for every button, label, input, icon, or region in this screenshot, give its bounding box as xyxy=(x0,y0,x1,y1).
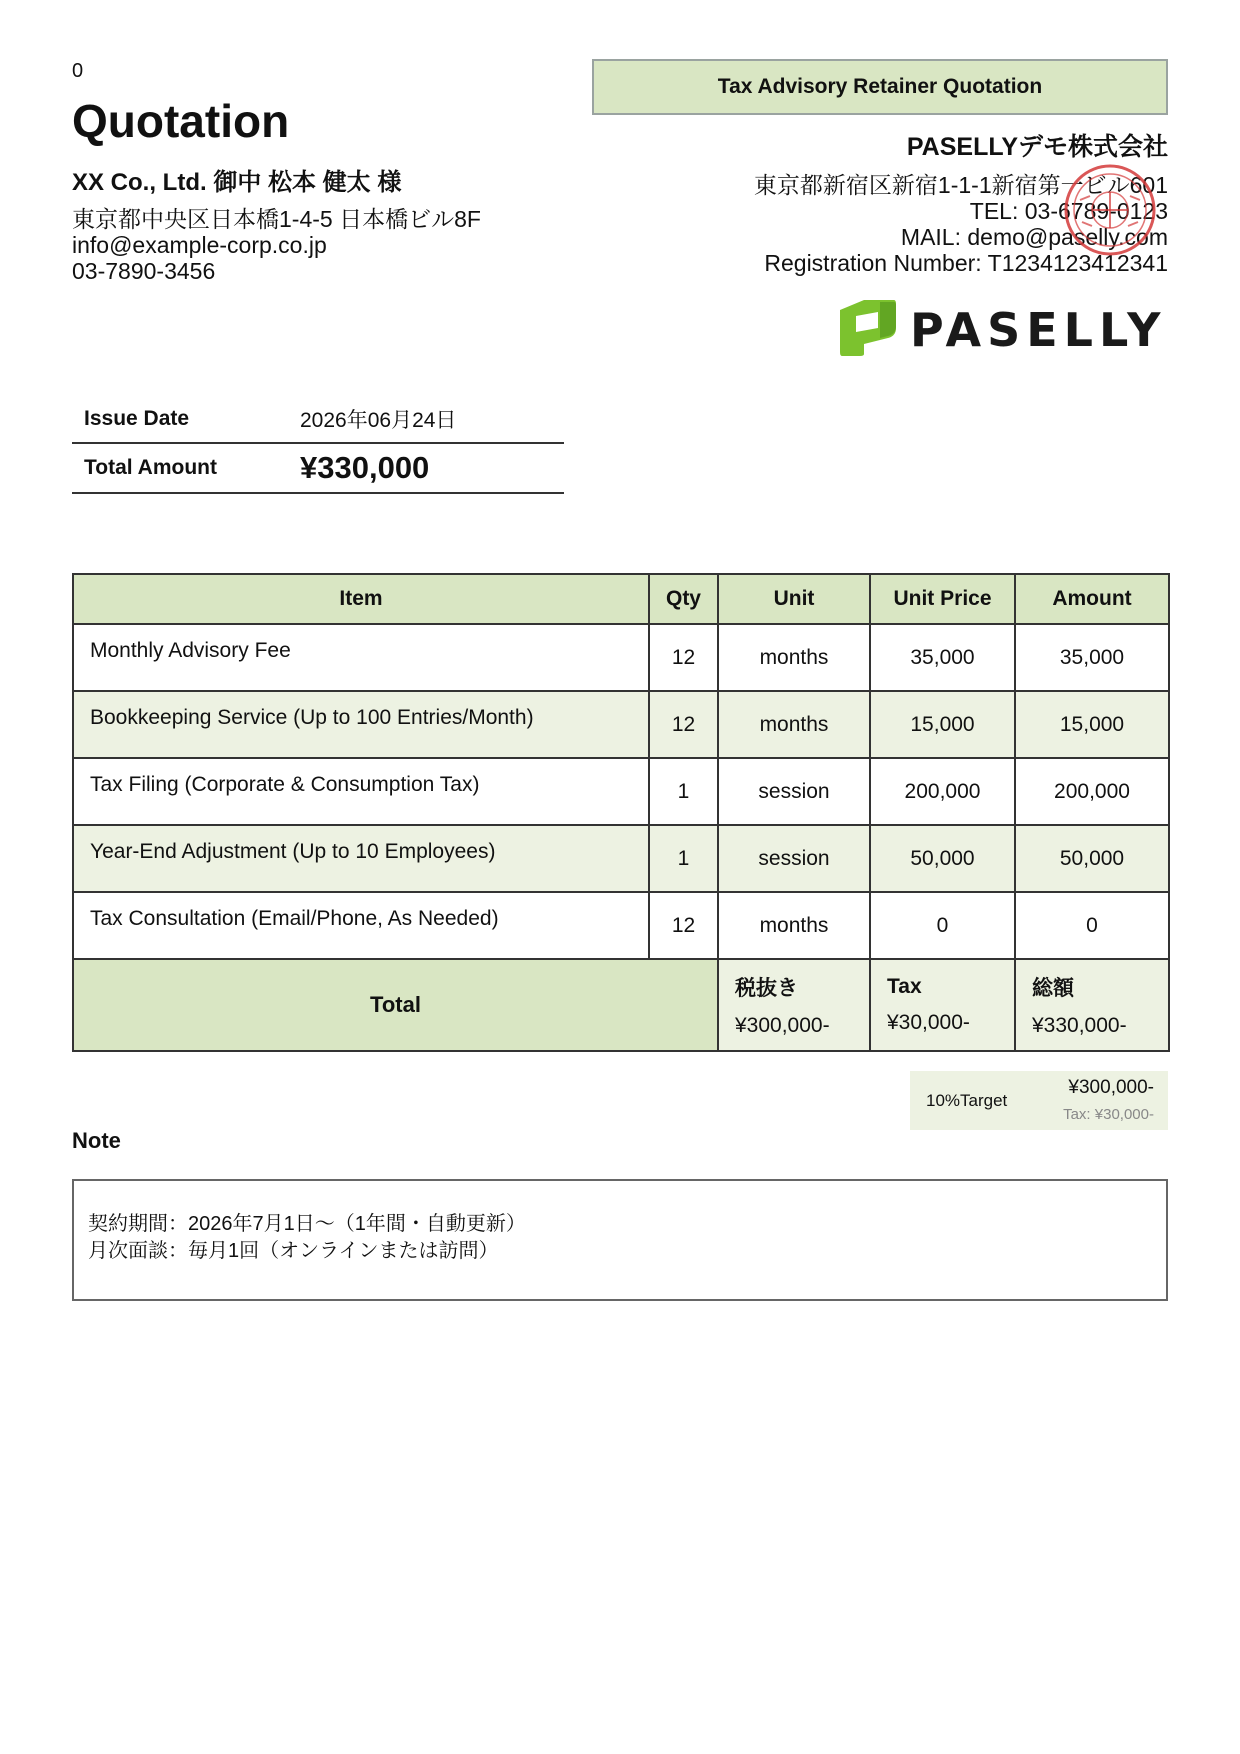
item-unit: session xyxy=(718,758,870,825)
item-unit-price: 0 xyxy=(870,892,1015,959)
company-seal-stamp xyxy=(1060,160,1160,260)
item-amount: 200,000 xyxy=(1015,758,1169,825)
grand-total-label: 総額 xyxy=(1032,977,1074,1000)
taxable-base: ¥300,000- xyxy=(1068,1077,1154,1098)
subtotal-value: ¥300,000- xyxy=(735,1014,830,1037)
total-label: Total xyxy=(73,959,718,1051)
subtotal-cell xyxy=(718,959,870,1051)
column-header-item: Item xyxy=(73,574,649,624)
subtotal-label: 税抜き xyxy=(735,977,798,1000)
item-qty: 12 xyxy=(649,624,718,691)
item-name: Year-End Adjustment (Up to 10 Employees) xyxy=(73,825,649,892)
note-heading: Note xyxy=(72,1128,121,1153)
company-registration: Registration Number: T1234123412341 xyxy=(764,250,1168,276)
company-name: PASELLYデモ株式会社 xyxy=(906,133,1168,161)
table-row xyxy=(73,691,1169,758)
tax-label: Tax xyxy=(887,975,922,998)
table-total-row xyxy=(73,959,1169,1051)
column-header-unit: Unit xyxy=(718,574,870,624)
item-unit-price: 35,000 xyxy=(870,624,1015,691)
item-unit-price: 200,000 xyxy=(870,758,1015,825)
item-qty: 12 xyxy=(649,892,718,959)
column-header-amount: Amount xyxy=(1015,574,1169,624)
total-amount-label: Total Amount xyxy=(84,456,217,479)
table-row xyxy=(73,624,1169,691)
client-address: 東京都中央区日本橋1-4-5 日本橋ビル8F xyxy=(72,206,481,232)
grand-total-cell xyxy=(1015,959,1169,1051)
total-amount-row xyxy=(72,444,564,494)
item-unit: months xyxy=(718,691,870,758)
item-unit-price: 50,000 xyxy=(870,825,1015,892)
issue-date-row xyxy=(72,396,564,444)
item-unit: months xyxy=(718,892,870,959)
total-amount-value: ¥330,000 xyxy=(300,450,430,485)
document-number: 0 xyxy=(72,60,84,82)
item-amount: 15,000 xyxy=(1015,691,1169,758)
table-row xyxy=(73,758,1169,825)
quote-summary xyxy=(72,396,564,494)
quotation-banner: Tax Advisory Retainer Quotation xyxy=(592,59,1168,115)
tax-cell xyxy=(870,959,1015,1051)
column-header-qty: Qty xyxy=(649,574,718,624)
issue-date-value: 2026年06月24日 xyxy=(300,409,457,432)
issue-date-label: Issue Date xyxy=(84,407,190,430)
item-name: Bookkeeping Service (Up to 100 Entries/Month) xyxy=(73,691,649,758)
logo-wordmark: PASELLY xyxy=(910,303,1167,357)
item-amount: 0 xyxy=(1015,892,1169,959)
item-qty: 1 xyxy=(649,758,718,825)
grand-total-value: ¥330,000- xyxy=(1032,1014,1127,1037)
note-line: 月次面談：毎月1回（オンラインまたは訪問） xyxy=(88,1240,499,1262)
item-qty: 1 xyxy=(649,825,718,892)
table-row xyxy=(73,825,1169,892)
tax-breakdown-box xyxy=(910,1071,1168,1130)
note-line: 契約期間：2026年7月1日～（1年間・自動更新） xyxy=(88,1213,526,1235)
company-tel: TEL: 03-6789-0123 xyxy=(969,198,1168,224)
item-unit: months xyxy=(718,624,870,691)
item-qty: 12 xyxy=(649,691,718,758)
item-name: Tax Filing (Corporate & Consumption Tax) xyxy=(73,758,649,825)
item-name: Monthly Advisory Fee xyxy=(73,624,649,691)
note-box xyxy=(72,1179,1168,1301)
client-phone: 03-7890-3456 xyxy=(72,258,216,284)
column-header-unit-price: Unit Price xyxy=(870,574,1015,624)
tax-value: ¥30,000- xyxy=(887,1011,970,1034)
item-amount: 50,000 xyxy=(1015,825,1169,892)
client-email: info@example-corp.co.jp xyxy=(72,232,327,258)
line-items-table xyxy=(72,573,1170,1052)
client-name: XX Co., Ltd. 御中 松本 健太 様 xyxy=(72,169,402,196)
table-row xyxy=(73,892,1169,959)
company-mail: MAIL: demo@paselly.com xyxy=(900,224,1168,250)
paselly-logo xyxy=(836,296,1168,358)
table-header-row xyxy=(73,574,1169,624)
item-amount: 35,000 xyxy=(1015,624,1169,691)
page-title: Quotation xyxy=(72,95,290,147)
item-unit-price: 15,000 xyxy=(870,691,1015,758)
tax-amount: Tax: ¥30,000- xyxy=(1063,1106,1154,1123)
item-name: Tax Consultation (Email/Phone, As Needed) xyxy=(73,892,649,959)
tax-rate-target: 10%Target xyxy=(926,1091,1008,1110)
company-address: 東京都新宿区新宿1-1-1新宿第一ビル601 xyxy=(753,172,1168,198)
item-unit: session xyxy=(718,825,870,892)
